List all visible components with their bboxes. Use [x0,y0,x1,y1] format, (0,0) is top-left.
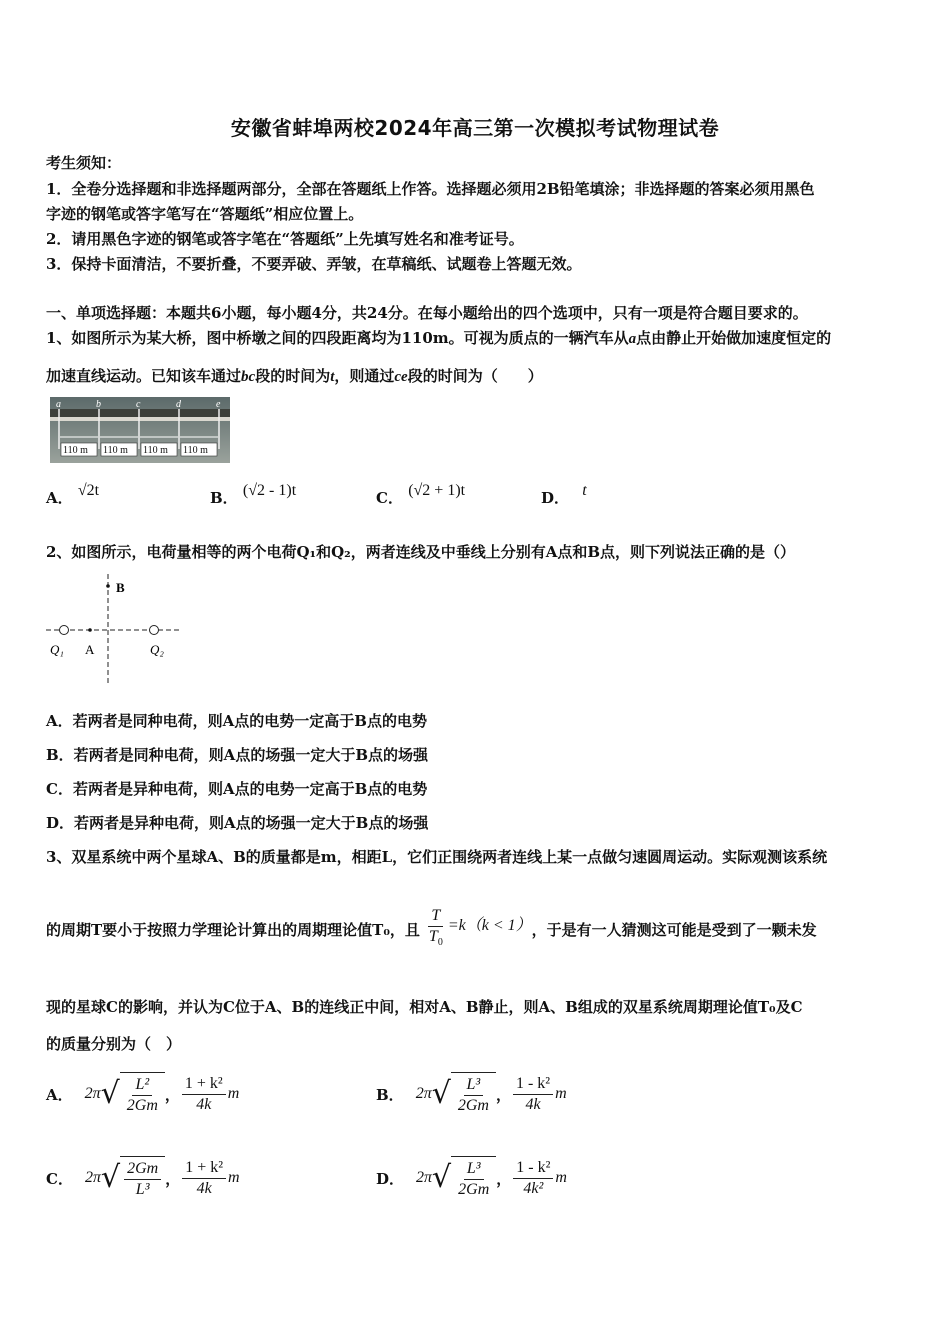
q3-option-c-label: C． [46,1169,73,1188]
label-b: B [116,580,125,595]
q3-option-d[interactable] [376,1156,567,1200]
q3-option-b-frac-num: 1 - k² [513,1074,553,1095]
q1-option-d-expr: t [582,482,587,499]
q3-option-a-sep: ， [164,1085,180,1104]
q1-option-b-label: B． [210,489,238,507]
q3-option-a[interactable] [46,1072,239,1116]
q3-option-c[interactable] [46,1156,240,1200]
q1-var-t: t [330,369,335,385]
q3-option-c-sep: ， [165,1169,181,1188]
bridge-deck [50,409,230,417]
q3-text-a: 的周期T要小于按照力学理论计算出的周期理论值T₀，且 [46,921,420,940]
section-heading: 一、单项选择题：本题共6小题，每小题4分，共24分。在每小题给出的四个选项中，只有一项是符合题目要求的。 [46,304,808,322]
q3-option-d-sqrt [432,1156,496,1200]
q1-option-d[interactable] [541,482,587,508]
q3-ratio-den-sub: 0 [437,937,443,949]
q3-stem-line4: 的质量分别为（ ） [46,1035,182,1053]
q3-option-d-rad-num: L³ [464,1159,484,1180]
q3-option-d-frac-num: 1 - k² [513,1158,553,1179]
q1-text-f: 段的时间为（ ） [407,367,543,385]
q3-option-c-rad-den: L³ [135,1181,150,1198]
q3-option-c-sqrt [101,1156,165,1200]
charge-q1 [60,626,69,635]
q1-var-ce: ce [394,369,408,385]
q1-option-a-expr: √2t [77,482,100,499]
sqrt-sign: √ [431,1076,451,1111]
q3-option-d-frac-den: 4k² [523,1179,544,1197]
q3-stem-line3: 现的星球C的影响，并认为C位于A、B的连线正中间，相对A、B静止，则A、B组成的双星系统周期理论值T₀及C [46,998,803,1016]
notice-item-1-cont: 字迹的钢笔或答字笔写在“答题纸”相应位置上。 [46,205,364,223]
q3-option-a-frac-num: 1 + k² [182,1074,226,1095]
point-a [88,628,92,632]
bridge-seg-3: 110 m [143,445,168,456]
label-a: A [85,642,95,657]
q1-option-c-label: C． [376,489,403,507]
sqrt-sign: √ [432,1160,452,1195]
q3-option-a-sqrt [101,1072,165,1116]
q3-option-d-sep: ， [496,1169,512,1188]
q1-option-c-expr: (√2 + 1)t [408,482,466,499]
q1-var-a: a [628,331,637,347]
q1-stem-line1 [46,327,831,348]
q3-option-c-coef: 2π [84,1169,101,1186]
q2-stem: 2、如图所示，电荷量相等的两个电荷Q₁和Q₂，两者连线及中垂线上分别有A点和B点，则下列说法正确的是（） [46,543,796,561]
q3-option-c-frac-den: 4k [196,1179,212,1197]
q3-stem-line2 [46,906,817,953]
q3-stem-line1: 3、双星系统中两个星球A、B的质量都是m，相距L，它们正围绕两者连线上某一点做匀速圆周运动。实际观测该系统 [46,848,828,866]
q2-option-a[interactable]: A．若两者是同种电荷，则A点的电势一定高于B点的电势 [46,712,427,730]
notice-item-3: 3．保持卡面清洁，不要折叠，不要弄破、弄皱，在草稿纸、试题卷上答题无效。 [46,255,582,273]
q2-option-b[interactable]: B．若两者是同种电荷，则A点的场强一定大于B点的场强 [46,746,428,764]
q3-option-a-coef: 2π [84,1085,101,1102]
q3-ratio-rhs: =k（k < 1） [447,917,532,935]
q3-option-b-sep: ， [495,1085,511,1104]
q1-option-b-expr: (√2 - 1)t [242,482,297,499]
charges-figure [44,572,194,690]
bridge-rail [50,417,230,421]
q1-var-bc: bc [241,369,256,385]
bridge-seg-4: 110 m [183,445,208,456]
q2-option-d[interactable]: D．若两者是异种电荷，则A点的场强一定大于B点的场强 [46,814,429,832]
q3-ratio-den: T [428,928,438,945]
q3-option-d-tail: m [555,1169,567,1186]
notice-item-2: 2．请用黑色字迹的钢笔或答字笔在“答题纸”上先填写姓名和准考证号。 [46,230,524,248]
q3-option-c-rad-num: 2Gm [124,1159,161,1180]
q1-text-c: 加速直线运动。已知该车通过 [46,367,242,385]
q3-option-b[interactable] [376,1072,567,1116]
bridge-point-b: b [96,399,101,410]
bridge-seg-1: 110 m [63,445,88,456]
q3-option-b-rad-num: L³ [464,1075,484,1096]
bridge-point-a: a [56,399,61,410]
q3-option-b-label: B． [376,1085,404,1104]
sqrt-sign: √ [100,1160,121,1195]
q3-option-a-tail: m [227,1085,240,1102]
label-q1: Q₁ [50,642,64,657]
page-title: 安徽省蚌埠两校2024年高三第一次模拟考试物理试卷 [230,116,720,140]
q3-option-a-rad-den: 2Gm [126,1097,158,1114]
q3-option-a-rad-num: L² [132,1075,152,1096]
q1-text-b: 点由静止开始做加速度恒定的 [636,329,832,347]
q1-option-a-label: A． [46,489,73,507]
sqrt-sign: √ [100,1076,120,1111]
q3-text-b: ，于是有一人猜测这可能是受到了一颗未发 [531,921,817,940]
q3-option-c-frac-num: 1 + k² [182,1158,226,1179]
q1-option-d-label: D． [541,489,570,507]
q1-text-a: 1、如图所示为某大桥，图中桥墩之间的四段距离均为110m。可视为质点的一辆汽车从 [46,329,629,347]
q1-text-d: 段的时间为 [255,367,331,385]
q2-option-c[interactable]: C．若两者是异种电荷，则A点的电势一定高于B点的电势 [46,780,428,798]
notice-item-1: 1．全卷分选择题和非选择题两部分，全部在答题纸上作答。选择题必须用2B铅笔填涂；非选择题的答案必须用黑色 [46,180,815,198]
q3-option-d-label: D． [376,1169,405,1188]
bridge-seg-2: 110 m [103,445,128,456]
q3-option-b-rad-den: 2Gm [457,1097,489,1114]
q3-option-a-frac-den: 4k [196,1095,212,1113]
charge-q2 [150,626,159,635]
q1-option-a[interactable] [46,482,100,508]
bridge-figure [50,397,230,463]
q3-option-b-frac-den: 4k [525,1095,541,1113]
notice-heading: 考生须知： [46,154,122,172]
q3-ratio-fraction [426,906,446,953]
q3-option-b-sqrt [432,1072,496,1116]
point-b [106,584,110,588]
q3-option-b-tail: m [555,1085,567,1102]
q1-option-c[interactable] [376,482,466,508]
q3-option-c-tail: m [228,1169,240,1186]
label-q2: Q₂ [150,642,164,657]
q1-text-e: ，则通过 [334,367,395,385]
q3-option-b-coef: 2π [415,1085,432,1102]
q1-stem-line2 [46,365,543,386]
q3-ratio-num: T [428,906,443,927]
bridge-point-d: d [176,399,181,410]
q3-option-a-label: A． [46,1085,73,1104]
q3-option-d-coef: 2π [416,1169,433,1186]
bridge-point-c: c [136,399,141,410]
q1-option-b[interactable] [210,482,297,508]
q3-option-d-rad-den: 2Gm [458,1181,490,1198]
bridge-point-e: e [216,399,221,410]
